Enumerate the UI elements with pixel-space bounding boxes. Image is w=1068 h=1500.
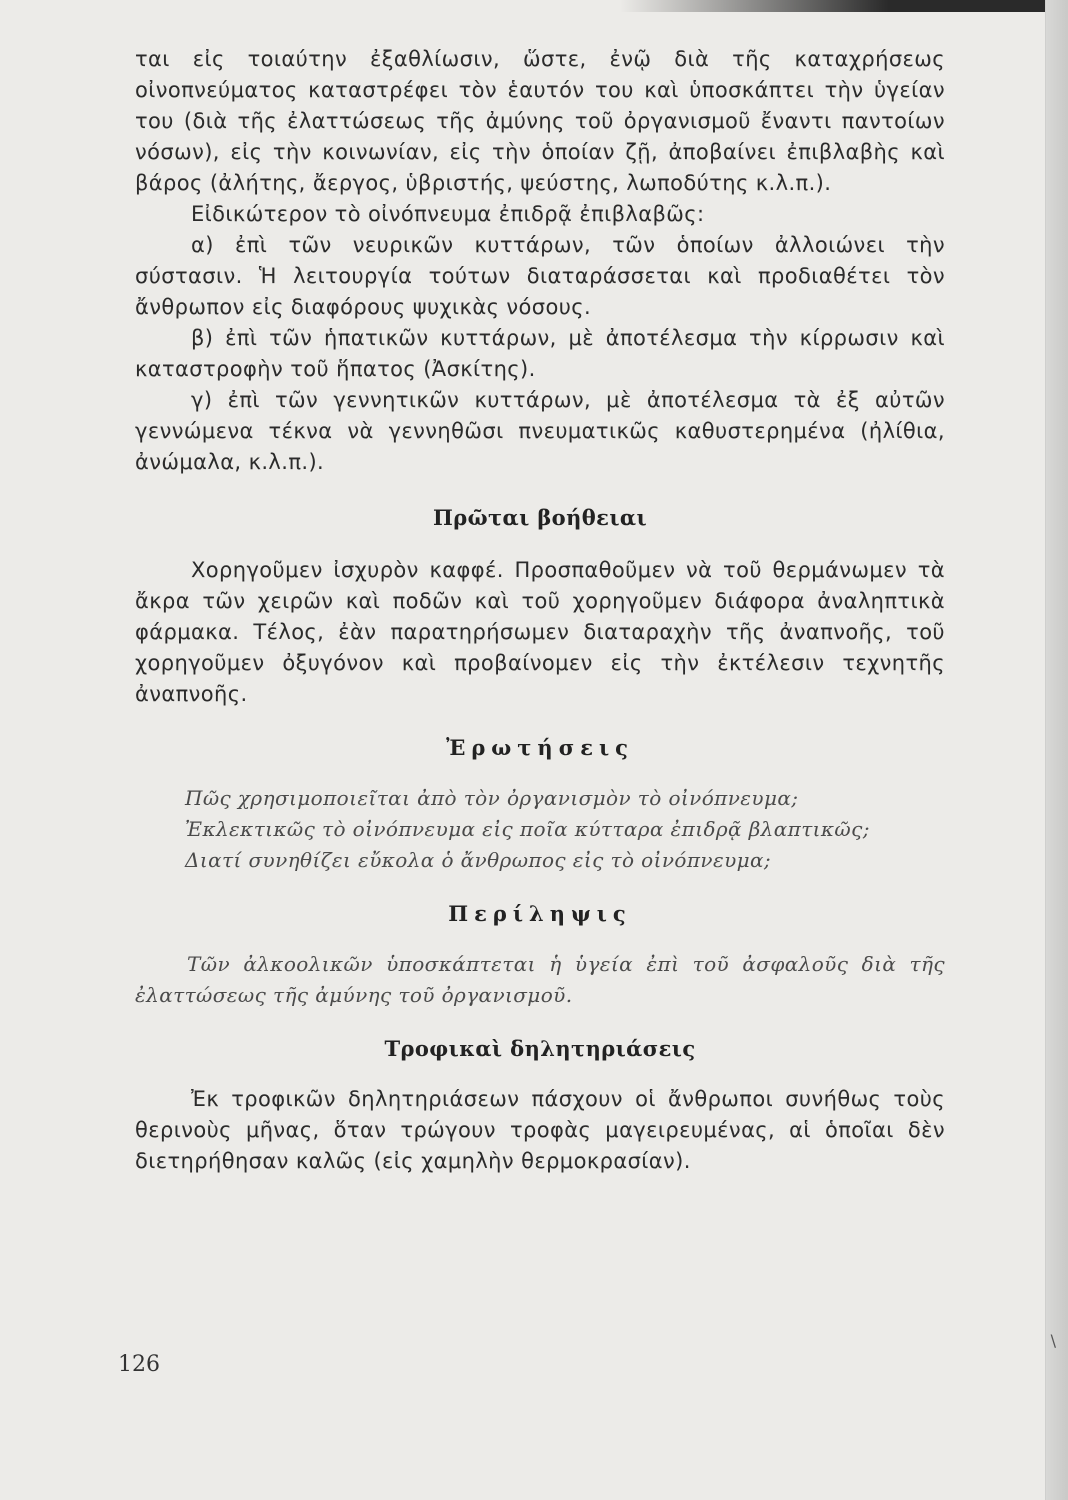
paragraph-nerve-cells: α) ἐπὶ τῶν νευρικῶν κυττάρων, τῶν ὁποίων ἀλλοιώνει τὴν σύστασιν. Ἡ λειτουργία τούτων διαταράσσεται καὶ προδιαθέτει τὸν ἄνθρωπον εἰς διαφόρους ψυχικὰς νόσους. bbox=[135, 233, 945, 319]
paragraph-food-poisoning: Ἐκ τροφικῶν δηλητηριάσεων πάσχουν οἱ ἄνθρωποι συνήθως τοὺς θερινοὺς μῆνας, ὅταν τρώγουν τροφὰς μαγειρευμένας, αἱ ὁποῖαι δὲν διετηρήθησαν καλῶς (εἰς χαμηλὴν θερμοκρασίαν). bbox=[135, 1087, 945, 1173]
paragraph-alcohol-effects: ται εἰς τοιαύτην ἐξαθλίωσιν, ὥστε, ἐνῷ διὰ τῆς καταχρήσεως οἰνοπνεύματος καταστρέφει τὸν ἑαυτόν του καὶ ὑποσκάπτει τὴν ὑγείαν του (διὰ τῆς ἐλαττώσεως τῆς ἀμύνης τοῦ ὀργανισμοῦ ἔναντι παντοίων νόσων), εἰς τὴν κοινωνίαν, εἰς τὴν ὁποίαν ζῇ, ἀποβαίνει ἐπιβλαβὴς καὶ βάρος (ἀλήτης, ἄεργος, ὑβριστής, ψεύστης, λωποδύτης κ.λ.π.). bbox=[135, 47, 945, 195]
paragraph-reproductive-cells: γ) ἐπὶ τῶν γεννητικῶν κυττάρων, μὲ ἀποτέλεσμα τὰ ἐξ αὐτῶν γεννώμενα τέκνα νὰ γεννηθῶσι πνευματικῶς καθυστερημένα (ἠλίθια, ἀνώμαλα, κ.λ.π.). bbox=[135, 388, 945, 474]
heading-food-poisoning: Τροφικαὶ δηλητηριάσεις bbox=[384, 1036, 696, 1061]
summary-text: Τῶν ἀλκοολικῶν ὑποσκάπτεται ἡ ὑγεία ἐπὶ τοῦ ἀσφαλοῦς διὰ τῆς ἐλαττώσεως τῆς ἀμύνης τοῦ ὀργανισμοῦ. bbox=[135, 952, 945, 1007]
page-body bbox=[135, 44, 945, 1177]
heading-summary: Περίληψις bbox=[448, 901, 632, 926]
paragraph-liver-cells: β) ἐπὶ τῶν ἡπατικῶν κυττάρων, μὲ ἀποτέλεσμα τὴν κίρρωσιν καὶ καταστροφὴν τοῦ ἥπατος (Ἀσκίτης). bbox=[135, 326, 945, 381]
corner-mark-icon: \ bbox=[1050, 1331, 1056, 1350]
heading-questions: Ἐρωτήσεις bbox=[446, 735, 634, 760]
question-item: Πῶς χρησιμοποιεῖται ἀπὸ τὸν ὀργανισμὸν τὸ οἰνόπνευμα; bbox=[185, 786, 799, 810]
paragraph-specific-effects: Εἰδικώτερον τὸ οἰνόπνευμα ἐπιδρᾷ ἐπιβλαβῶς: bbox=[191, 202, 705, 226]
question-item: Διατί συνηθίζει εὔκολα ὁ ἄνθρωπος εἰς τὸ οἰνόπνευμα; bbox=[185, 848, 772, 872]
heading-first-aid: Πρῶται βοήθειαι bbox=[432, 505, 648, 530]
paragraph-first-aid: Χορηγοῦμεν ἰσχυρὸν καφφέ. Προσπαθοῦμεν νὰ τοῦ θερμάνωμεν τὰ ἄκρα τῶν χειρῶν καὶ ποδῶν καὶ τοῦ χορηγοῦμεν διάφορα ἀναληπτικὰ φάρμακα. Τέλος, ἐὰν παρατηρήσωμεν διαταραχὴν τῆς ἀναπνοῆς, τοῦ χορηγοῦμεν ὀξυγόνον καὶ προβαίνομεν εἰς τὴν ἐκτέλεσιν τεχνητῆς ἀναπνοῆς. bbox=[135, 558, 945, 706]
page-edge bbox=[1045, 0, 1068, 1500]
question-item: Ἐκλεκτικῶς τὸ οἰνόπνευμα εἰς ποῖα κύτταρα ἐπιδρᾷ βλαπτικῶς; bbox=[185, 817, 870, 841]
page-number: 126 bbox=[118, 1352, 160, 1377]
scan-shadow bbox=[620, 0, 1068, 12]
